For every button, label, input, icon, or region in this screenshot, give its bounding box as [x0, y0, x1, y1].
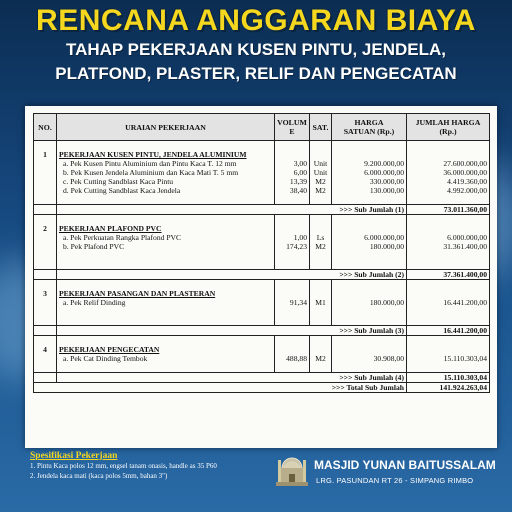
item-volume: 174,23 — [275, 242, 310, 251]
grand-total-value: 141.924.263,04 — [407, 383, 490, 393]
item-unit-price: 180.000,00 — [332, 298, 407, 307]
page-subtitle-1: TAHAP PEKERJAAN KUSEN PINTU, JENDELA, — [65, 40, 447, 59]
item-unit: Ls — [310, 233, 332, 242]
empty-cell — [332, 316, 407, 326]
spacer-row — [34, 280, 490, 290]
empty-cell — [275, 307, 310, 316]
empty-cell — [34, 159, 57, 168]
subtotal-value: 15.110.303,04 — [407, 373, 490, 383]
subtotal-label: >>> Sub Jumlah (3) — [57, 326, 407, 336]
section-header-row — [34, 345, 490, 354]
item-unit: M1 — [310, 298, 332, 307]
empty-cell — [275, 363, 310, 373]
item-row — [34, 168, 490, 177]
empty-cell — [34, 215, 57, 225]
item-total: 15.110.303,04 — [407, 354, 490, 363]
item-row — [34, 298, 490, 307]
spacer-row — [34, 307, 490, 316]
item-unit-price: 330.000,00 — [332, 177, 407, 186]
empty-cell — [310, 150, 332, 159]
spec-line: 1. Pintu Kaca polos 12 mm, engsel tanam onasis, handle as 35 P60 — [30, 462, 217, 470]
item-unit: Unit — [310, 168, 332, 177]
empty-cell — [34, 298, 57, 307]
empty-cell — [34, 177, 57, 186]
empty-cell — [34, 373, 57, 383]
empty-cell — [407, 224, 490, 233]
empty-cell — [310, 363, 332, 373]
subtotal-row — [34, 326, 490, 336]
mosque-logo-icon — [276, 452, 308, 492]
empty-cell — [332, 150, 407, 159]
empty-cell — [310, 224, 332, 233]
section-title: PEKERJAAN PLAFOND PVC — [57, 224, 275, 233]
empty-cell — [34, 316, 57, 326]
empty-cell — [34, 205, 57, 215]
subtotal-label: >>> Sub Jumlah (2) — [57, 270, 407, 280]
empty-cell — [407, 195, 490, 205]
item-volume: 13,39 — [275, 177, 310, 186]
item-description: b. Pek Plafond PVC — [57, 242, 275, 251]
page-title: RENCANA ANGGARAN BIAYA — [36, 4, 476, 37]
empty-cell — [310, 316, 332, 326]
subtotal-row — [34, 373, 490, 383]
header-volume: VOLUM E — [275, 114, 310, 141]
item-unit-price: 6.000.000,00 — [332, 168, 407, 177]
empty-cell — [310, 260, 332, 270]
empty-cell — [407, 345, 490, 354]
empty-cell — [407, 280, 490, 290]
spacer-row — [34, 316, 490, 326]
item-total: 16.441.200,00 — [407, 298, 490, 307]
empty-cell — [407, 260, 490, 270]
item-row — [34, 186, 490, 195]
item-row — [34, 354, 490, 363]
item-unit-price: 130.000,00 — [332, 186, 407, 195]
item-total: 4.992.000,00 — [407, 186, 490, 195]
item-row — [34, 177, 490, 186]
item-total: 4.419.360,00 — [407, 177, 490, 186]
item-unit-price: 180.000,00 — [332, 242, 407, 251]
empty-cell — [34, 233, 57, 242]
header-sat: SAT. — [310, 114, 332, 141]
item-total: 27.600.000,00 — [407, 159, 490, 168]
spacer-row — [34, 336, 490, 346]
subtotal-label: >>> Sub Jumlah (1) — [57, 205, 407, 215]
item-description: a. Pek Relif Dinding — [57, 298, 275, 307]
empty-cell — [275, 345, 310, 354]
empty-cell — [57, 363, 275, 373]
empty-cell — [34, 186, 57, 195]
empty-cell — [332, 260, 407, 270]
item-volume: 1,00 — [275, 233, 310, 242]
subtotal-row — [34, 270, 490, 280]
item-description: a. Pek Perkuatan Rangka Plafond PVC — [57, 233, 275, 242]
item-unit-price: 9.200.000,00 — [332, 159, 407, 168]
empty-cell — [275, 260, 310, 270]
header-jumlah: JUMLAH HARGA (Rp.) — [407, 114, 490, 141]
empty-cell — [332, 224, 407, 233]
subtotal-value: 37.361.400,00 — [407, 270, 490, 280]
empty-cell — [407, 215, 490, 225]
item-volume: 91,34 — [275, 298, 310, 307]
empty-cell — [275, 215, 310, 225]
empty-cell — [407, 150, 490, 159]
header-harga: HARGA SATUAN (Rp.) — [332, 114, 407, 141]
section-title: PEKERJAAN KUSEN PINTU, JENDELA ALUMINIUM — [57, 150, 275, 159]
empty-cell — [275, 141, 310, 151]
item-row — [34, 242, 490, 251]
empty-cell — [275, 336, 310, 346]
empty-cell — [34, 336, 57, 346]
empty-cell — [332, 195, 407, 205]
section-header-row — [34, 150, 490, 159]
empty-cell — [332, 363, 407, 373]
item-description: b. Pek Kusen Jendela Aluminium dan Kaca Mati T. 5 mm — [57, 168, 275, 177]
item-unit: M2 — [310, 354, 332, 363]
spacer-row — [34, 141, 490, 151]
item-description: a. Pek Kusen Pintu Aluminium dan Pintu Kaca T. 12 mm — [57, 159, 275, 168]
subtotal-row — [34, 205, 490, 215]
item-total: 36.000.000,00 — [407, 168, 490, 177]
item-row — [34, 159, 490, 168]
empty-cell — [57, 215, 275, 225]
item-description: a. Pek Cat Dinding Tembok — [57, 354, 275, 363]
empty-cell — [332, 215, 407, 225]
item-description: d. Pek Cutting Sandblast Kaca Jendela — [57, 186, 275, 195]
section-number: 3 — [34, 289, 57, 298]
empty-cell — [34, 242, 57, 251]
empty-cell — [57, 260, 275, 270]
empty-cell — [275, 251, 310, 260]
empty-cell — [57, 195, 275, 205]
section-header-row — [34, 224, 490, 233]
empty-cell — [407, 251, 490, 260]
spec-title: Spesifikasi Pekerjaan — [30, 451, 118, 461]
section-number: 4 — [34, 345, 57, 354]
spacer-row — [34, 363, 490, 373]
empty-cell — [407, 289, 490, 298]
empty-cell — [310, 215, 332, 225]
section-number: 1 — [34, 150, 57, 159]
empty-cell — [310, 195, 332, 205]
item-total: 6.000.000,00 — [407, 233, 490, 242]
empty-cell — [310, 280, 332, 290]
empty-cell — [310, 345, 332, 354]
item-volume: 488,88 — [275, 354, 310, 363]
empty-cell — [407, 141, 490, 151]
item-volume: 3,00 — [275, 159, 310, 168]
subtotal-value: 16.441.200,00 — [407, 326, 490, 336]
item-volume: 38,40 — [275, 186, 310, 195]
subtotal-value: 73.011.360,00 — [407, 205, 490, 215]
empty-cell — [34, 280, 57, 290]
spacer-row — [34, 195, 490, 205]
budget-document — [25, 106, 497, 448]
empty-cell — [310, 289, 332, 298]
empty-cell — [57, 336, 275, 346]
spacer-row — [34, 260, 490, 270]
empty-cell — [34, 354, 57, 363]
item-row — [34, 233, 490, 242]
empty-cell — [57, 280, 275, 290]
item-unit-price: 30.908,00 — [332, 354, 407, 363]
empty-cell — [332, 141, 407, 151]
empty-cell — [332, 307, 407, 316]
empty-cell — [34, 168, 57, 177]
spacer-row — [34, 251, 490, 260]
empty-cell — [407, 363, 490, 373]
item-total: 31.361.400,00 — [407, 242, 490, 251]
empty-cell — [57, 141, 275, 151]
budget-table — [33, 113, 490, 393]
empty-cell — [310, 307, 332, 316]
empty-cell — [332, 251, 407, 260]
empty-cell — [34, 363, 57, 373]
empty-cell — [57, 307, 275, 316]
spec-line: 2. Jendela kaca mati (kaca polos 5mm, bahan 3") — [30, 472, 168, 480]
empty-cell — [275, 280, 310, 290]
header-no: NO. — [34, 114, 57, 141]
section-header-row — [34, 289, 490, 298]
table-header-row — [34, 114, 490, 141]
empty-cell — [332, 345, 407, 354]
empty-cell — [34, 307, 57, 316]
subtotal-label: >>> Sub Jumlah (4) — [57, 373, 407, 383]
empty-cell — [34, 251, 57, 260]
empty-cell — [332, 289, 407, 298]
empty-cell — [332, 280, 407, 290]
empty-cell — [407, 307, 490, 316]
empty-cell — [275, 150, 310, 159]
empty-cell — [275, 289, 310, 298]
empty-cell — [407, 316, 490, 326]
empty-cell — [34, 141, 57, 151]
empty-cell — [310, 336, 332, 346]
empty-cell — [57, 316, 275, 326]
section-number: 2 — [34, 224, 57, 233]
mosque-name: MASJID YUNAN BAITUSSALAM — [314, 458, 496, 472]
empty-cell — [310, 141, 332, 151]
empty-cell — [34, 270, 57, 280]
item-unit: Unit — [310, 159, 332, 168]
empty-cell — [275, 195, 310, 205]
item-unit: M2 — [310, 177, 332, 186]
item-description: c. Pek Cutting Sandblast Kaca Pintu — [57, 177, 275, 186]
table-body — [34, 141, 490, 393]
empty-cell — [57, 251, 275, 260]
empty-cell — [310, 251, 332, 260]
header-uraian: URAIAN PEKERJAAN — [57, 114, 275, 141]
grand-total-row — [34, 383, 490, 393]
empty-cell — [34, 195, 57, 205]
spacer-row — [34, 215, 490, 225]
empty-cell — [34, 260, 57, 270]
empty-cell — [332, 336, 407, 346]
item-unit: M2 — [310, 186, 332, 195]
empty-cell — [407, 336, 490, 346]
section-title: PEKERJAAN PASANGAN DAN PLASTERAN — [57, 289, 275, 298]
specification — [30, 451, 217, 481]
mosque-address: LRG. PASUNDAN RT 26 - SIMPANG RIMBO — [316, 476, 474, 485]
item-volume: 6,00 — [275, 168, 310, 177]
grand-total-label: >>> Total Sub Jumlah — [34, 383, 407, 393]
empty-cell — [34, 326, 57, 336]
empty-cell — [275, 316, 310, 326]
empty-cell — [275, 224, 310, 233]
section-title: PEKERJAAN PENGECATAN — [57, 345, 275, 354]
item-unit-price: 6.000.000,00 — [332, 233, 407, 242]
page-subtitle-2: PLATFOND, PLASTER, RELIF DAN PENGECATAN — [55, 64, 457, 83]
item-unit: M2 — [310, 242, 332, 251]
